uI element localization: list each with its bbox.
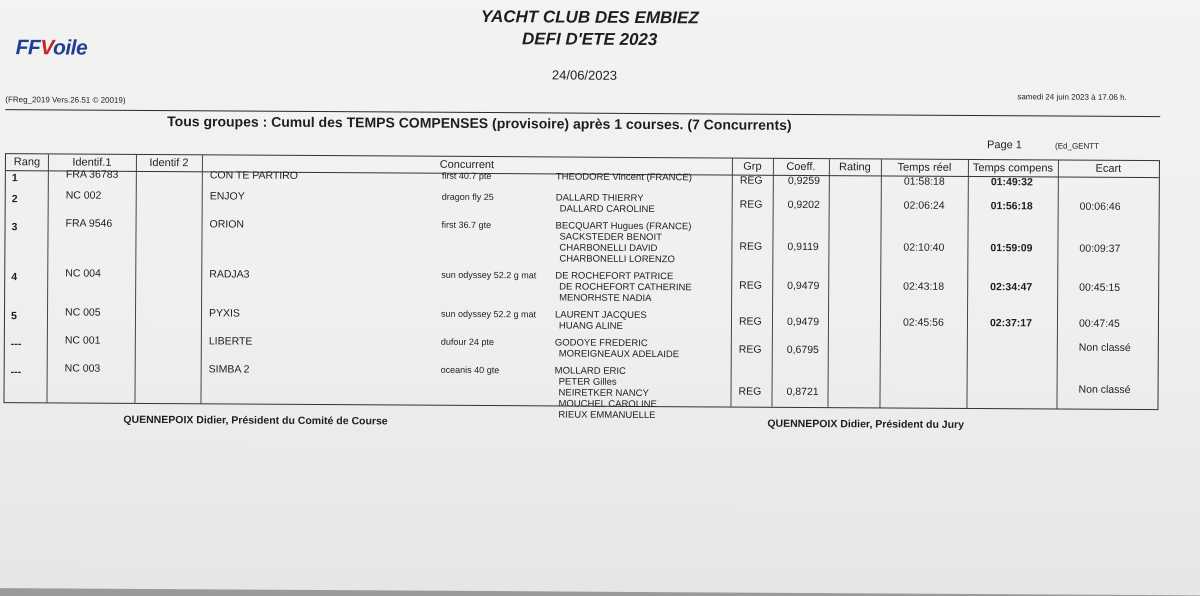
column-header-temps-reel: Temps réel xyxy=(897,161,952,174)
column-header-temps-compens: Temps compens xyxy=(972,162,1054,175)
crew-member: THEODORE Vincent (FRANCE) xyxy=(555,171,692,184)
crew-member: GODOYE FREDERIC xyxy=(554,337,648,350)
page-number: Page 1 xyxy=(987,139,1022,152)
boat-type-cell: oceanis 40 gte xyxy=(440,364,500,376)
column-header-coeff: Coeff. xyxy=(786,160,816,174)
group-cell: REG xyxy=(739,279,762,292)
corrected-time-cell: 02:34:47 xyxy=(990,281,1033,294)
column-header-rang: Rang xyxy=(13,156,41,169)
boat-name-cell: SIMBA 2 xyxy=(208,363,250,376)
crew-member: MENORHSTE NADIA xyxy=(559,292,652,305)
boat-name-cell: RADJA3 xyxy=(209,268,250,281)
crew-member: PETER Gilles xyxy=(558,376,617,388)
results-heading: Tous groupes : Cumul des TEMPS COMPENSES (provisoire) après 1 courses. (7 Concurrents) xyxy=(167,113,792,133)
edition-code: (Ed_GENTT xyxy=(1055,141,1100,151)
coefficient-cell: 0,9259 xyxy=(787,174,820,188)
rank-cell: 5 xyxy=(10,310,17,323)
group-cell: REG xyxy=(739,240,763,253)
event-date: 24/06/2023 xyxy=(551,67,618,83)
event-title: DEFI D'ETE 2023 xyxy=(521,29,658,50)
boat-type-cell: dragon fly 25 xyxy=(441,191,494,203)
real-time-cell: 02:06:24 xyxy=(903,199,945,212)
gap-cell: 00:06:46 xyxy=(1079,200,1121,213)
boat-name-cell: ORION xyxy=(209,218,245,231)
software-version: (FReg_2019 Vers.26.51 © 20019) xyxy=(5,95,126,105)
crew-member: BECQUART Hugues (FRANCE) xyxy=(555,220,692,233)
group-cell: REG xyxy=(738,315,762,328)
real-time-cell: 02:43:18 xyxy=(903,280,945,293)
corrected-time-cell: 02:37:17 xyxy=(989,317,1033,330)
column-divider xyxy=(827,159,830,407)
crew-member: DALLARD CAROLINE xyxy=(559,203,655,216)
rank-cell: 2 xyxy=(11,193,18,206)
boat-name-cell: ENJOY xyxy=(209,190,245,203)
real-time-cell: 01:58:18 xyxy=(903,175,945,188)
crew-member: CHARBONELLI LORENZO xyxy=(559,253,676,266)
crew-member: CHARBONELLI DAVID xyxy=(559,242,658,255)
sail-number-cell: NC 004 xyxy=(65,267,101,280)
column-divider xyxy=(966,160,969,408)
gap-cell: 00:45:15 xyxy=(1079,281,1121,294)
coefficient-cell: 0,8721 xyxy=(786,385,819,399)
rank-cell: 4 xyxy=(11,271,18,284)
crew-member: SACKSTEDER BENOIT xyxy=(559,231,662,244)
ffvoile-logo: FFVoile xyxy=(15,36,88,60)
group-cell: REG xyxy=(738,343,762,356)
corrected-time-cell: 01:59:09 xyxy=(990,242,1033,255)
jury-signature: QUENNEPOIX Didier, Président du Jury xyxy=(767,417,965,431)
boat-type-cell: first 36.7 gte xyxy=(441,219,492,231)
column-divider xyxy=(1056,161,1059,409)
sail-number-cell: FRA 9546 xyxy=(65,217,113,230)
coefficient-cell: 0,9479 xyxy=(786,315,820,329)
sail-number-cell: NC 001 xyxy=(64,334,101,347)
crew-member: MOREIGNEAUX ADELAIDE xyxy=(558,348,680,361)
column-divider xyxy=(134,155,137,403)
gap-cell: Non classé xyxy=(1078,341,1131,354)
column-header-ecart: Ecart xyxy=(1095,162,1122,175)
crew-member: MOUCHEL CAROLINE xyxy=(558,398,657,411)
real-time-cell: 02:10:40 xyxy=(903,241,945,254)
coefficient-cell: 0,6795 xyxy=(786,343,819,357)
sail-number-cell: NC 002 xyxy=(65,189,102,202)
column-divider xyxy=(771,159,774,407)
sail-number-cell: NC 005 xyxy=(64,306,101,319)
column-divider xyxy=(46,154,49,402)
column-header-concurrent: Concurrent xyxy=(439,158,495,172)
sail-number-cell: NC 003 xyxy=(64,362,101,375)
sail-number-cell: FRA 36783 xyxy=(65,168,119,181)
crew-member: DE ROCHEFORT PATRICE xyxy=(555,270,674,283)
column-divider xyxy=(879,159,882,407)
crew-member: DE ROCHEFORT CATHERINE xyxy=(559,281,692,294)
boat-type-cell: sun odyssey 52.2 g mat xyxy=(441,269,537,281)
boat-type-cell: dufour 24 pte xyxy=(440,336,494,348)
boat-name-cell: LIBERTE xyxy=(208,335,253,348)
rank-cell: --- xyxy=(10,366,22,379)
crew-member: MOLLARD ERIC xyxy=(554,365,626,377)
crew-member: HUANG ALINE xyxy=(558,320,623,332)
column-header-identif-2: Identif 2 xyxy=(149,156,189,170)
club-title: YACHT CLUB DES EMBIEZ xyxy=(480,6,699,28)
boat-name-cell: CON TE PARTIRO xyxy=(209,169,299,182)
column-divider xyxy=(730,159,733,407)
crew-member: NEIRETKER NANCY xyxy=(558,387,649,400)
boat-name-cell: PYXIS xyxy=(208,307,240,320)
group-cell: REG xyxy=(739,174,763,187)
crew-member: RIEUX EMMANUELLE xyxy=(558,409,656,422)
coefficient-cell: 0,9119 xyxy=(787,240,819,254)
rank-cell: 1 xyxy=(11,172,18,185)
gap-cell: 00:47:45 xyxy=(1078,317,1120,330)
race-committee-signature: QUENNEPOIX Didier, Président du Comité de Course xyxy=(123,413,388,428)
column-divider xyxy=(200,155,203,403)
boat-type-cell: first 40.7 pte xyxy=(441,170,492,182)
corrected-time-cell: 01:49:32 xyxy=(990,176,1033,189)
crew-member: DALLARD THIERRY xyxy=(555,192,644,204)
gap-cell: 00:09:37 xyxy=(1079,242,1121,255)
boat-type-cell: sun odyssey 52.2 g mat xyxy=(440,308,537,320)
column-header-identif-1: Identif.1 xyxy=(72,156,112,169)
group-cell: REG xyxy=(738,385,762,398)
column-header-grp: Grp xyxy=(743,160,762,173)
gap-cell: Non classé xyxy=(1078,383,1131,396)
coefficient-cell: 0,9202 xyxy=(787,198,820,212)
coefficient-cell: 0,9479 xyxy=(787,279,820,293)
corrected-time-cell: 01:56:18 xyxy=(990,200,1033,213)
crew-member: LAURENT JACQUES xyxy=(554,309,647,322)
print-timestamp: samedi 24 juin 2023 à 17.06 h. xyxy=(1017,92,1127,102)
column-header-rating: Rating xyxy=(838,161,871,174)
real-time-cell: 02:45:56 xyxy=(902,316,944,329)
group-cell: REG xyxy=(739,198,763,211)
rank-cell: 3 xyxy=(11,221,18,234)
rank-cell: --- xyxy=(10,338,22,351)
